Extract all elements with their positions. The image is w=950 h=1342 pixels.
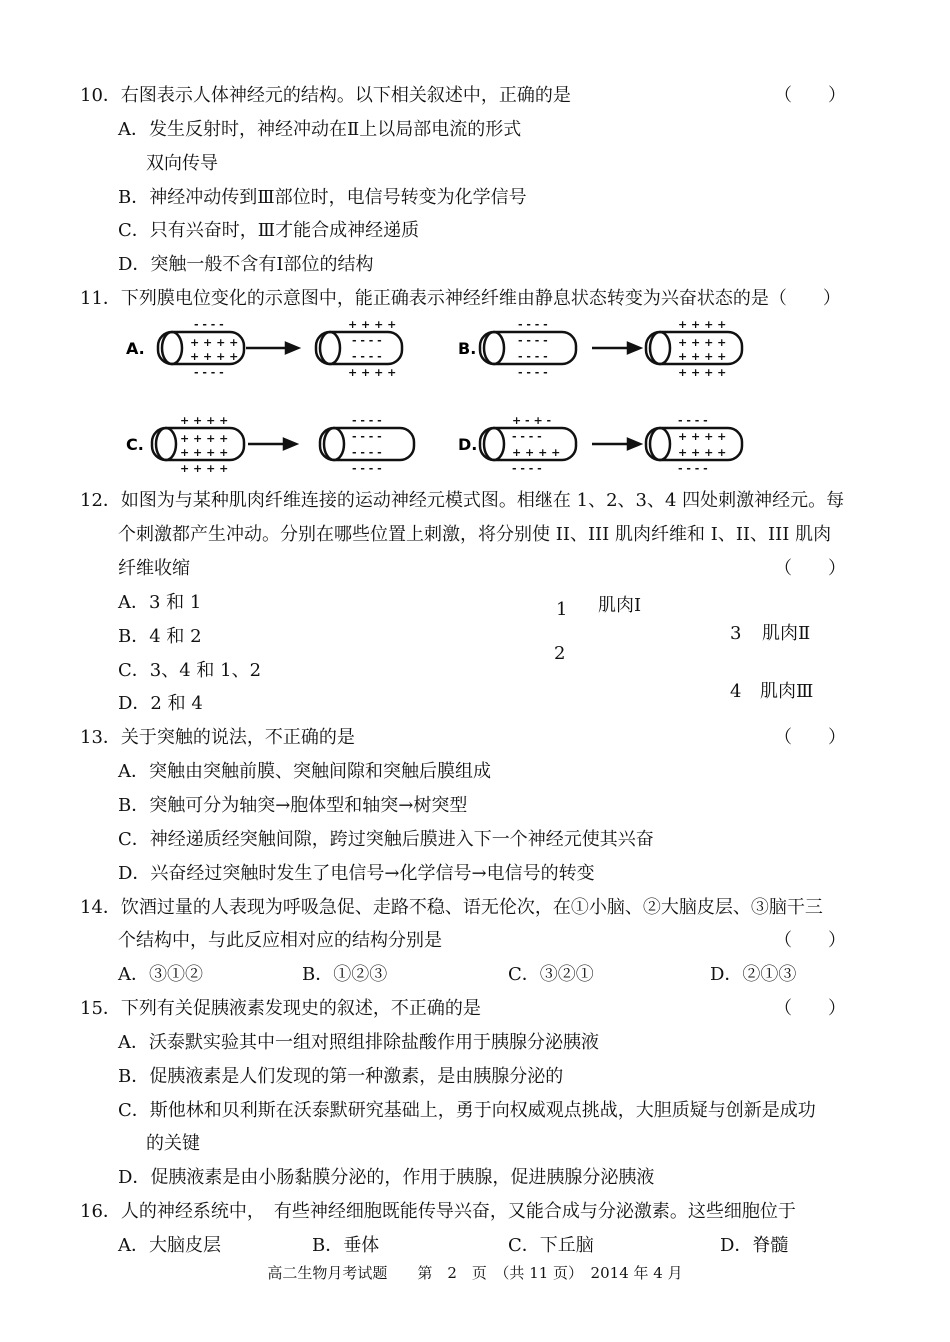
q12-answer-paren: （ ） (774, 558, 846, 579)
q13-option-c: C．神经递质经突触间隙，跨过突触后膜进入下一个神经元使其兴奋 (118, 829, 654, 850)
q16-option-d: D．脊髓 (720, 1235, 789, 1256)
q10-option-a: A．发生反射时，神经冲动在Ⅱ上以局部电流的形式 (118, 119, 522, 140)
q10-stem: 10．右图表示人体神经元的结构。以下相关叙述中，正确的是 (80, 85, 571, 106)
svg-text:- - - -: - - - - (518, 366, 548, 378)
q13-answer-paren: （ ） (774, 727, 846, 748)
q12-figure-point-3: 3 (730, 623, 742, 644)
q15-option-c: C．斯他林和贝利斯在沃泰默研究基础上，勇于向权威观点挑战，大胆质疑与创新是成功 (118, 1100, 816, 1121)
q12-figure-point-2: 2 (554, 643, 566, 664)
q14-answer-paren: （ ） (774, 930, 846, 951)
svg-text:+ + + +: + + + + (678, 350, 727, 363)
q13-option-d: D．兴奋经过突触时发生了电信号→化学信号→电信号的转变 (118, 863, 595, 884)
q11-stem: 11．下列膜电位变化的示意图中，能正确表示神经纤维由静息状态转变为兴奋状态的是（ ） (80, 288, 841, 309)
q15-option-c-cont: 的关键 (146, 1133, 200, 1154)
svg-text:+ + + +: + + + + (512, 446, 561, 459)
q12-stem-line2: 个刺激都产生冲动。分别在哪些位置上刺激，将分别使 II、III 肌肉纤维和 I、II、III 肌肉 (118, 524, 832, 545)
q12-option-a: A．3 和 1 (118, 592, 202, 613)
q12-stem-line3: 纤维收缩 (118, 558, 190, 579)
q14-stem-line2: 个结构中，与此反应相对应的结构分别是 (118, 930, 442, 951)
q10-answer-paren: （ ） (774, 85, 846, 106)
q10-option-b: B．神经冲动传到Ⅲ部位时，电信号转变为化学信号 (118, 187, 527, 208)
q12-figure-muscle-3: 肌肉Ⅲ (760, 681, 814, 702)
svg-text:+ + + +: + + + + (678, 336, 727, 349)
svg-text:+ + + +: + + + + (180, 432, 229, 445)
svg-text:- - - -: - - - - (512, 430, 542, 443)
svg-text:- - - -: - - - - (194, 318, 224, 331)
q13-stem: 13．关于突触的说法，不正确的是 (80, 727, 355, 748)
q14-option-a: A．③①② (118, 964, 203, 985)
membrane-diagram-a (124, 318, 440, 378)
svg-text:+ + + +: + + + + (678, 430, 727, 443)
svg-text:- - - -: - - - - (518, 334, 548, 347)
q15-option-a: A．沃泰默实验其中一组对照组排除盐酸作用于胰腺分泌胰液 (118, 1032, 599, 1053)
q12-figure-point-1: 1 (556, 599, 568, 620)
q12-option-b: B．4 和 2 (118, 626, 202, 647)
svg-text:- - - -: - - - - (518, 350, 548, 363)
q16-stem: 16．人的神经系统中， 有些神经细胞既能传导兴奋，又能合成与分泌激素。这些细胞位于 (80, 1201, 796, 1222)
q15-option-b: B．促胰液素是人们发现的第一种激素，是由胰腺分泌的 (118, 1066, 564, 1087)
q16-option-a: A．大脑皮层 (118, 1235, 221, 1256)
diagram-label-a: A. (126, 339, 145, 358)
svg-text:- - - -: - - - - (678, 414, 708, 427)
svg-text:+ + + +: + + + + (348, 366, 397, 378)
q14-option-d: D．②①③ (710, 964, 797, 985)
svg-text:+ + + +: + + + + (180, 462, 229, 474)
svg-text:- - - -: - - - - (352, 350, 382, 363)
q14-option-b: B．①②③ (302, 964, 388, 985)
page-footer: 高二生物月考试题 第 2 页 （共 11 页） 2014 年 4 月 (267, 1264, 683, 1282)
membrane-diagram-b (456, 318, 756, 378)
svg-text:- - - -: - - - - (678, 462, 708, 474)
svg-text:+ - + -: + - + - (512, 414, 552, 427)
q12-figure-muscle-1: 肌肉Ⅰ (598, 595, 642, 616)
svg-text:- - - -: - - - - (194, 366, 224, 378)
diagram-label-b: B. (458, 339, 477, 358)
q10-option-a-cont: 双向传导 (146, 153, 218, 174)
q15-option-d: D．促胰液素是由小肠黏膜分泌的，作用于胰腺，促进胰腺分泌胰液 (118, 1167, 655, 1188)
svg-text:- - - -: - - - - (352, 446, 382, 459)
q13-option-b: B．突触可分为轴突→胞体型和轴突→树突型 (118, 795, 468, 816)
svg-text:+ + + +: + + + + (190, 350, 239, 363)
diagram-label-c: C. (126, 435, 144, 454)
q12-option-d: D．2 和 4 (118, 693, 203, 714)
svg-text:+ + + +: + + + + (348, 318, 397, 331)
q12-option-c: C．3、4 和 1、2 (118, 660, 262, 681)
svg-text:- - - -: - - - - (352, 414, 382, 427)
diagram-label-d: D. (458, 435, 478, 454)
q13-option-a: A．突触由突触前膜、突触间隙和突触后膜组成 (118, 761, 491, 782)
q16-option-b: B．垂体 (312, 1235, 380, 1256)
q14-option-c: C．③②① (508, 964, 594, 985)
svg-text:- - - -: - - - - (352, 334, 382, 347)
q10-option-c: C．只有兴奋时，Ⅲ才能合成神经递质 (118, 220, 420, 241)
q12-figure-point-4: 4 (730, 681, 742, 702)
svg-text:+ + + +: + + + + (190, 336, 239, 349)
q15-stem: 15．下列有关促胰液素发现史的叙述，不正确的是 (80, 998, 481, 1019)
q16-option-c: C．下丘脑 (508, 1235, 594, 1256)
svg-text:+ + + +: + + + + (678, 366, 727, 378)
svg-text:- - - -: - - - - (352, 462, 382, 474)
q10-option-d: D．突触一般不含有Ⅰ部位的结构 (118, 254, 374, 275)
membrane-diagram-d (456, 412, 756, 474)
svg-text:+ + + +: + + + + (180, 446, 229, 459)
svg-text:+ + + +: + + + + (180, 414, 229, 427)
q12-figure-muscle-2: 肌肉Ⅱ (762, 623, 811, 644)
membrane-diagram-c (124, 412, 440, 474)
svg-text:- - - -: - - - - (512, 462, 542, 474)
svg-text:- - - -: - - - - (518, 318, 548, 331)
svg-text:+ + + +: + + + + (678, 446, 727, 459)
q12-stem-line1: 12．如图为与某种肌肉纤维连接的运动神经元模式图。相继在 1、2、3、4 四处刺激神经元。每 (80, 490, 845, 511)
svg-text:- - - -: - - - - (352, 430, 382, 443)
q14-stem-line1: 14．饮酒过量的人表现为呼吸急促、走路不稳、语无伦次，在①小脑、②大脑皮层、③脑干三 (80, 897, 823, 918)
q15-answer-paren: （ ） (774, 998, 846, 1019)
svg-text:+ + + +: + + + + (678, 318, 727, 331)
